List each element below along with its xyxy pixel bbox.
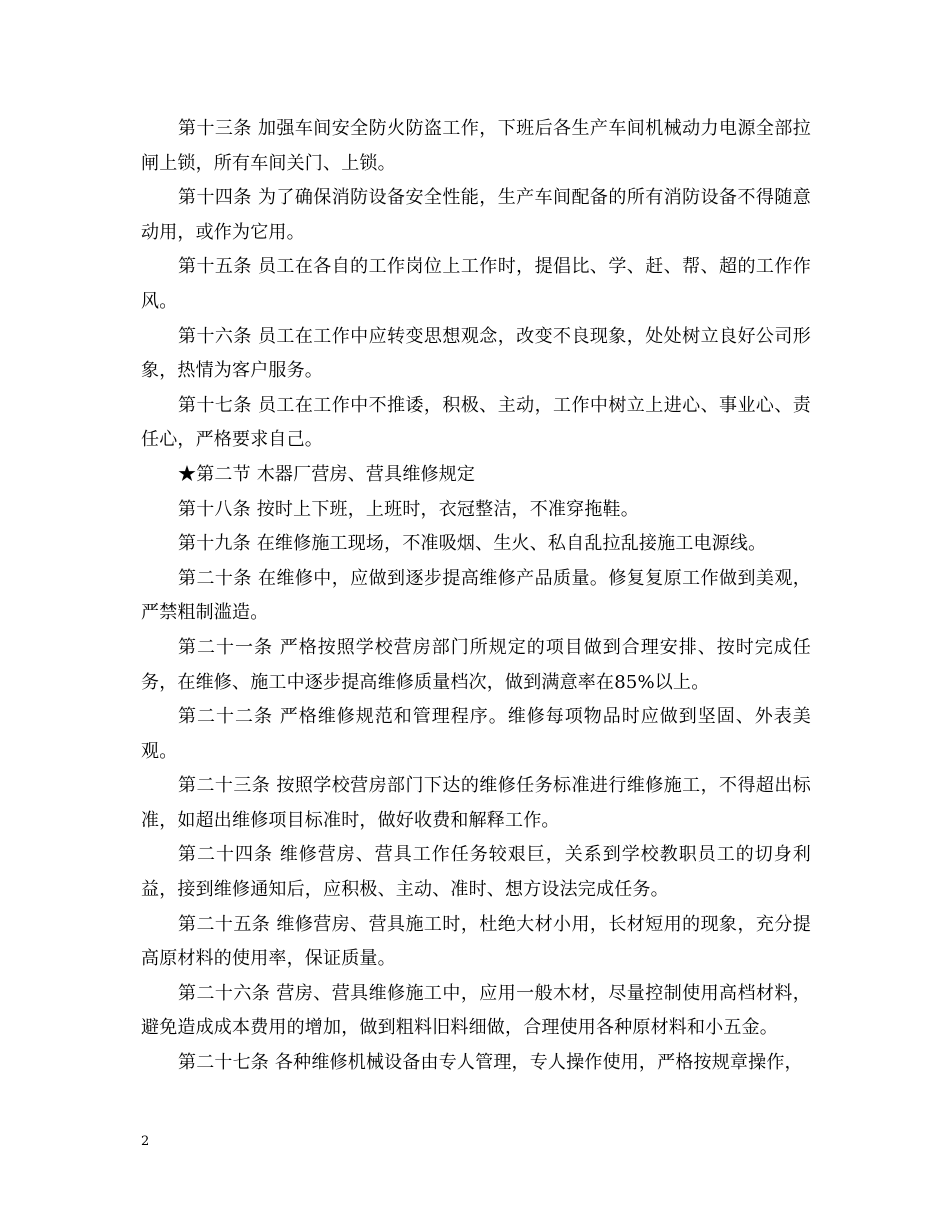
article-26: 第二十六条 营房、营具维修施工中，应用一般木材，尽量控制使用高档材料，避免造成成本费用的增加，做到粗料旧料细做，合理使用各种原材料和小五金。	[141, 982, 811, 1039]
article-25: 第二十五条 维修营房、营具施工时，杜绝大材小用，长材短用的现象，充分提高原材料的使用率，保证质量。	[141, 913, 811, 970]
article-24: 第二十四条 维修营房、营具工作任务较艰巨，关系到学校教职员工的切身利益，接到维修通知后，应积极、主动、准时、想方设法完成任务。	[141, 844, 811, 901]
article-16: 第十六条 员工在工作中应转变思想观念，改变不良现象，处处树立良好公司形象，热情为客户服务。	[141, 325, 811, 382]
article-17: 第十七条 员工在工作中不推诿，积极、主动，工作中树立上进心、事业心、责任心，严格要求自己。	[141, 394, 811, 451]
article-19: 第十九条 在维修施工现场，不准吸烟、生火、私自乱拉乱接施工电源线。	[178, 533, 767, 555]
page-body	[141, 112, 811, 1081]
article-27: 第二十七条 各种维修机械设备由专人管理，专人操作使用，严格按规章操作，	[178, 1052, 803, 1074]
article-21: 第二十一条 严格按照学校营房部门所规定的项目做到合理安排、按时完成任务，在维修、施工中逐步提高维修质量档次，做到满意率在85%以上。	[141, 636, 811, 693]
section-heading: ★第二节 木器厂营房、营具维修规定	[178, 463, 476, 485]
article-13: 第十三条 加强车间安全防火防盗工作，下班后各生产车间机械动力电源全部拉闸上锁，所有车间关门、上锁。	[141, 118, 811, 174]
article-22: 第二十二条 严格维修规范和管理程序。维修每项物品时应做到坚固、外表美观。	[141, 706, 811, 762]
article-15: 第十五条 员工在各自的工作岗位上工作时，提倡比、学、赶、帮、超的工作作风。	[141, 256, 811, 312]
article-20: 第二十条 在维修中，应做到逐步提高维修产品质量。修复复原工作做到美观，严禁粗制滥造。	[141, 567, 811, 624]
article-23: 第二十三条 按照学校营房部门下达的维修任务标准进行维修施工，不得超出标准，如超出维修项目标准时，做好收费和解释工作。	[141, 775, 811, 831]
page-number: 2	[141, 1134, 150, 1149]
article-18: 第十八条 按时上下班，上班时，衣冠整洁，不准穿拖鞋。	[178, 498, 639, 520]
article-14: 第十四条 为了确保消防设备安全性能，生产车间配备的所有消防设备不得随意动用，或作为它用。	[141, 187, 811, 243]
